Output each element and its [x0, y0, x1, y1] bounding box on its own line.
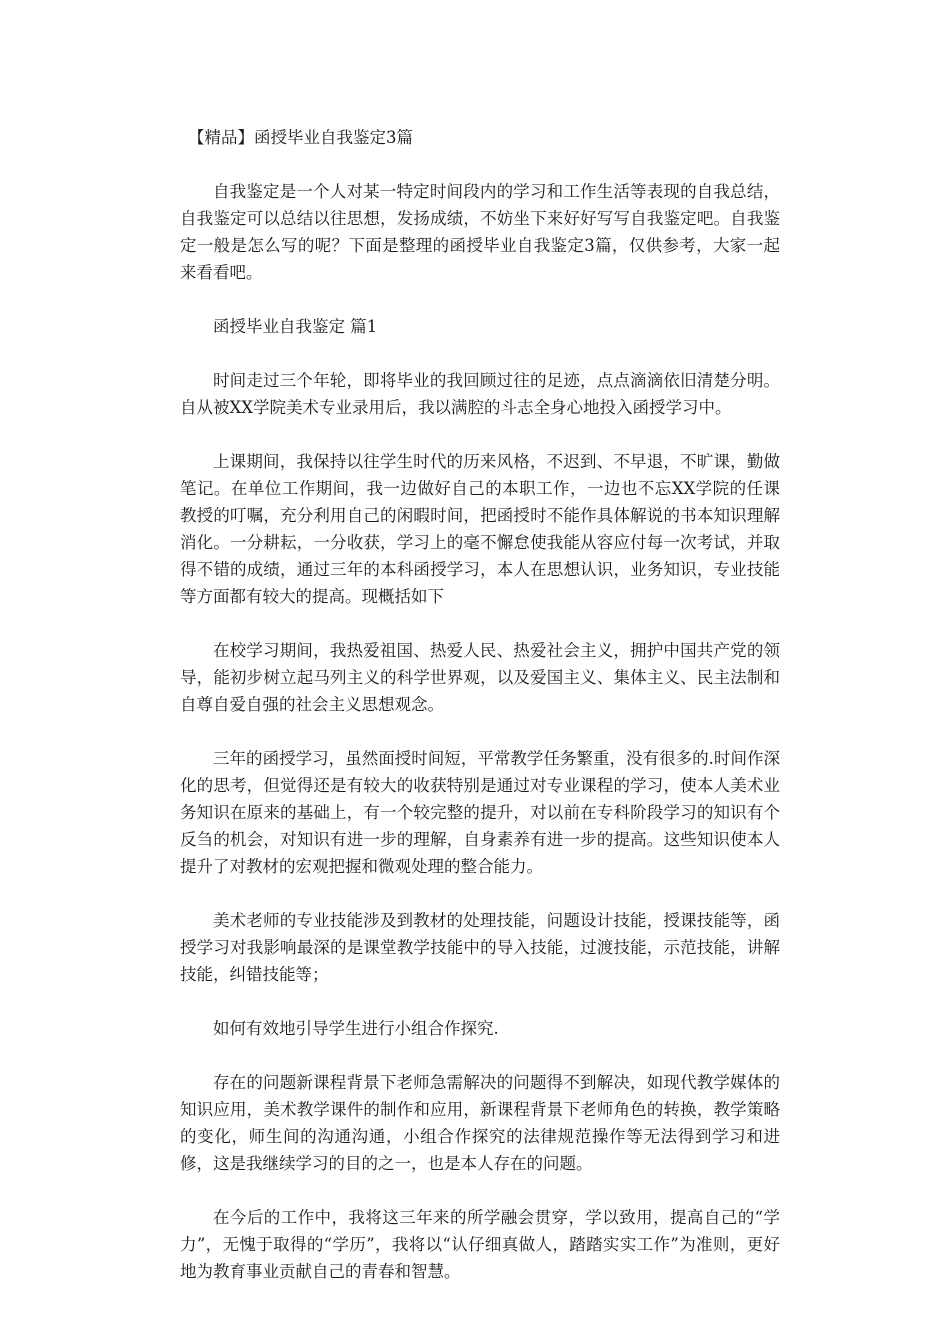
intro-paragraph: 自我鉴定是一个人对某一特定时间段内的学习和工作生活等表现的自我总结，自我鉴定可以总结以往思想，发扬成绩，不妨坐下来好好写写自我鉴定吧。自我鉴定一般是怎么写的呢？下面是整理的函授毕业自我鉴定3篇，仅供参考，大家一起来看看吧。: [180, 182, 780, 282]
body-paragraph: 时间走过三个年轮，即将毕业的我回顾过往的足迹，点点滴滴依旧清楚分明。自从被XX学院美术专业录用后，我以满腔的斗志全身心地投入函授学习中。: [180, 371, 780, 417]
document-body: [180, 124, 780, 1312]
body-paragraph: 三年的函授学习，虽然面授时间短，平常教学任务繁重，没有很多的.时间作深化的思考，但觉得还是有较大的收获特别是通过对专业课程的学习，使本人美术业务知识在原来的基础上，有一个较完整的提升，对以前在专科阶段学习的知识有个反刍的机会，对知识有进一步的理解，自身素养有进一步的提高。这些知识使本人提升了对教材的宏观把握和微观处理的整合能力。: [180, 749, 780, 876]
body-paragraph: 上课期间，我保持以往学生时代的历来风格，不迟到、不早退，不旷课，勤做笔记。在单位工作期间，我一边做好自己的本职工作，一边也不忘XX学院的任课教授的叮嘱，充分利用自己的闲暇时间，把函授时不能作具体解说的书本知识理解消化。一分耕耘，一分收获，学习上的毫不懈怠使我能从容应付每一次考试，并取得不错的成绩，通过三年的本科函授学习，本人在思想认识，业务知识，专业技能等方面都有较大的提高。现概括如下: [180, 452, 780, 606]
body-paragraph: 存在的问题新课程背景下老师急需解决的问题得不到解决，如现代教学媒体的知识应用，美术教学课件的制作和应用，新课程背景下老师角色的转换，教学策略的变化，师生间的沟通沟通，小组合作探究的法律规范操作等无法得到学习和进修，这是我继续学习的目的之一，也是本人存在的问题。: [180, 1073, 780, 1173]
body-paragraph: 美术老师的专业技能涉及到教材的处理技能，问题设计技能，授课技能等，函授学习对我影响最深的是课堂教学技能中的导入技能，过渡技能，示范技能，讲解技能，纠错技能等；: [180, 911, 780, 984]
body-paragraph: 在校学习期间，我热爱祖国、热爱人民、热爱社会主义，拥护中国共产党的领导，能初步树立起马列主义的科学世界观，以及爱国主义、集体主义、民主法制和自尊自爱自强的社会主义思想观念。: [180, 641, 780, 714]
section-heading: 函授毕业自我鉴定 篇1: [213, 317, 378, 336]
body-paragraph: 如何有效地引导学生进行小组合作探究.: [213, 1019, 499, 1038]
body-paragraph: 在今后的工作中，我将这三年来的所学融会贯穿，学以致用，提高自己的“学力”，无愧于取得的“学历”，我将以“认仔细真做人，踏踏实实工作”为准则，更好地为教育事业贡献自己的青春和智慧。: [180, 1208, 780, 1281]
document-title: 【精品】函授毕业自我鉴定3篇: [188, 128, 413, 147]
